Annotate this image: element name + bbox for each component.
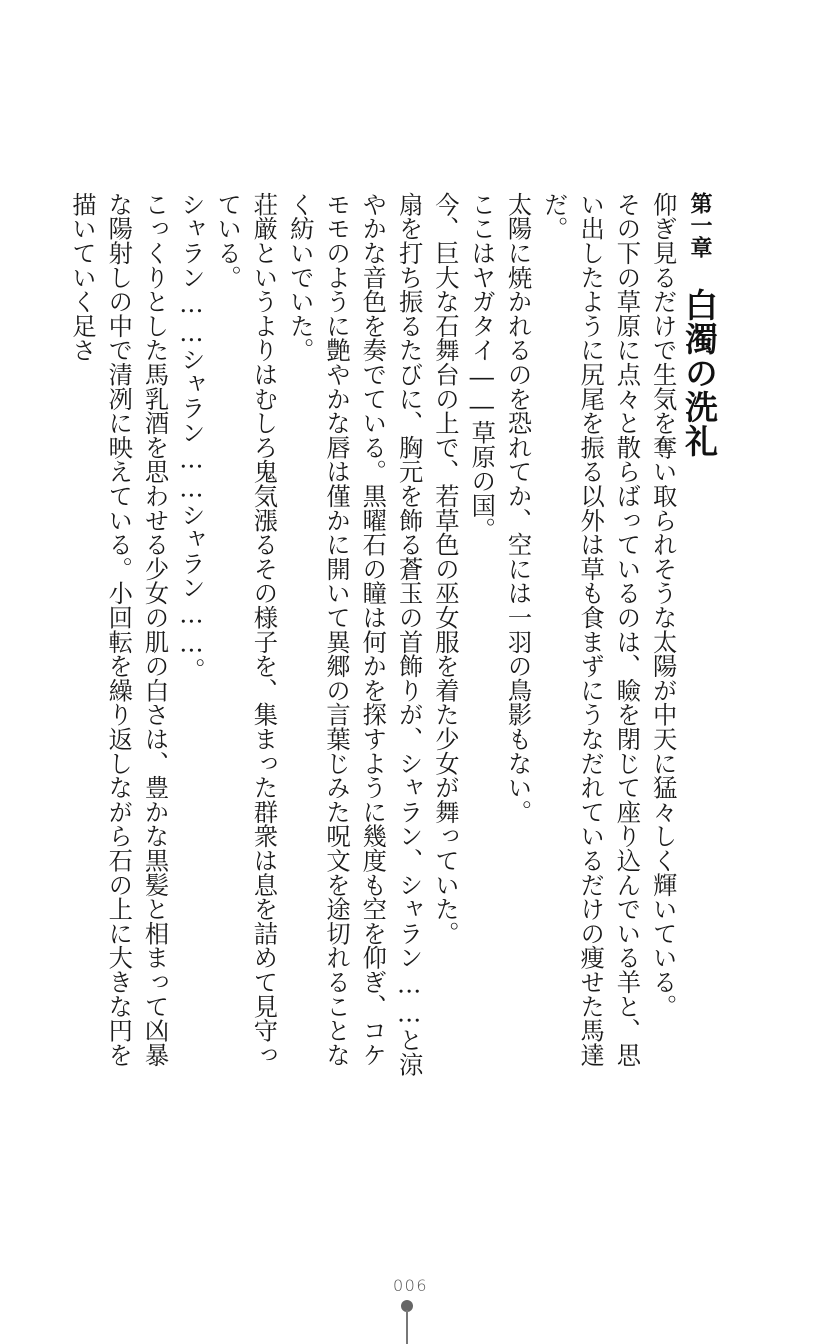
chapter-label: 第一章	[687, 192, 712, 258]
paragraph: 仰ぎ見るだけで生気を奪い取られそうな太陽が中天に猛々しく輝いている。	[648, 192, 678, 1019]
folio-line-ornament	[406, 1310, 408, 1344]
paragraph: シャラン……シャラン……シャラン……。	[176, 192, 206, 682]
paragraph: その下の草原に点々と散らばっているのは、瞼を閉じて座り込んでいる羊と、思い出したように尻尾を振る以外は草も食まずにうなだれているだけの痩せた馬達だ。	[539, 192, 642, 1067]
chapter-title: 白濁の洗礼	[680, 288, 719, 458]
page-footer	[0, 1276, 821, 1295]
paragraph: こっくりとした馬乳酒を思わせる少女の肌の白さは、豊かな黒髪と相まって凶暴な陽射しの中で清冽に映えている。小回転を繰り返しながら石の上に大きな円を描いていく足さ	[67, 192, 170, 1067]
paragraph: 太陽に焼かれるのを恐れてか、空には一羽の鳥影もない。	[503, 192, 533, 824]
page-number: 006	[392, 1276, 429, 1295]
paragraph: 荘厳というよりはむしろ鬼気漲るその様子を、集まった群衆は息を詰めて見守っている。	[213, 192, 279, 1067]
chapter-heading	[681, 192, 717, 1082]
paragraph: 扇を打ち振るたびに、胸元を飾る蒼玉の首飾りが、シャラン、シャラン……と涼やかな音色を奏でている。黒曜石の瞳は何かを探すように幾度も空を仰ぎ、コケモモのように艶やかな唇は僅かに開いて異郷の言葉じみた呪文を途切れることなく紡いでいた。	[285, 192, 424, 1077]
paragraph: 今、巨大な石舞台の上で、若草色の巫女服を着た少女が舞っていた。	[430, 192, 460, 946]
paragraph: ここはヤガタイ――草原の国。	[467, 192, 497, 542]
body-text	[67, 192, 719, 1082]
